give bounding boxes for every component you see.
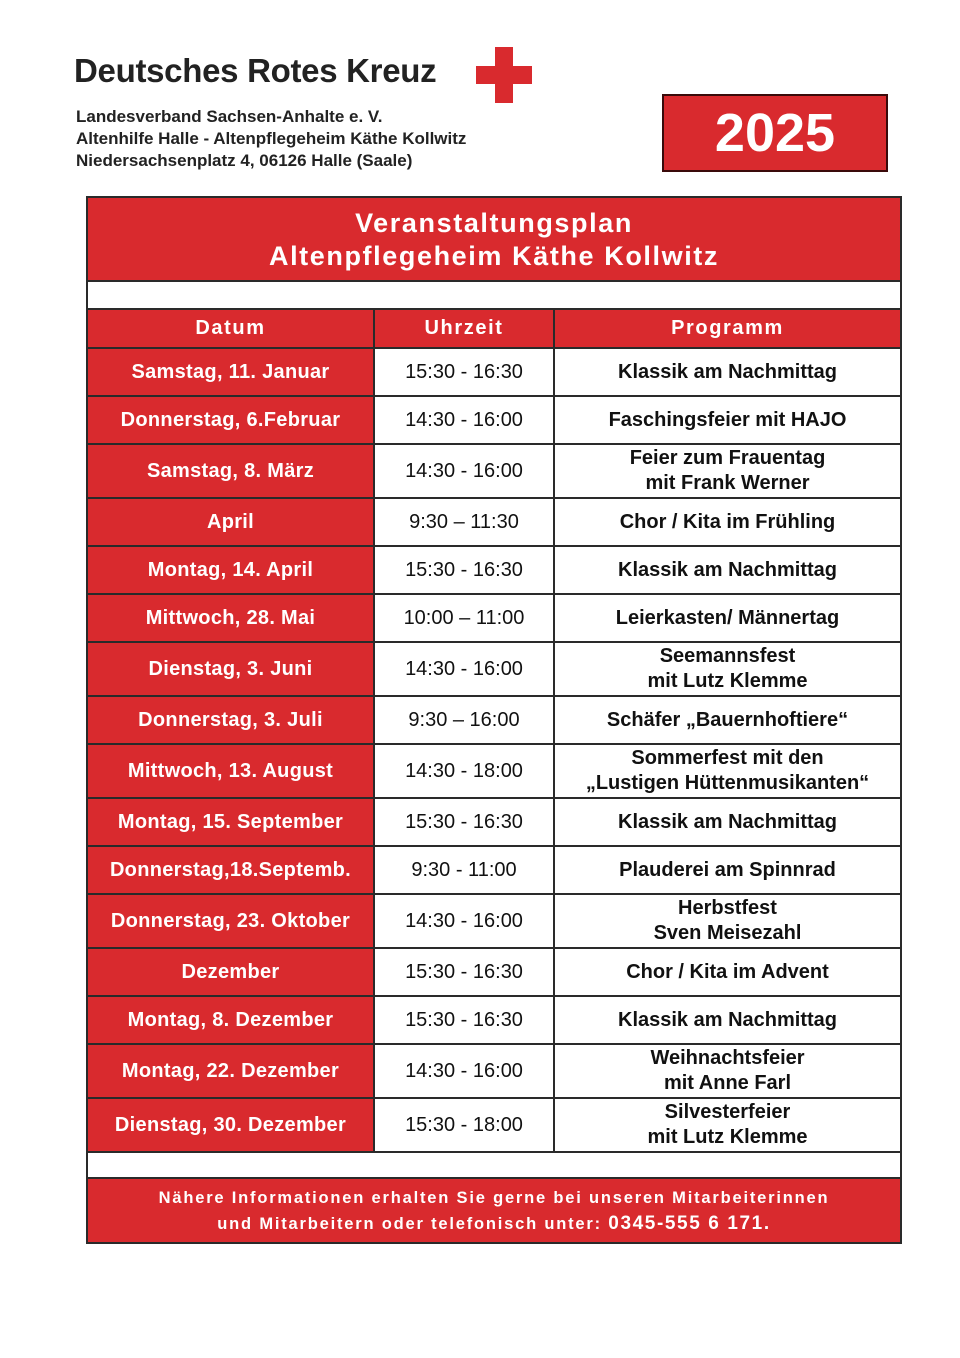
event-date: Dezember	[88, 948, 374, 996]
phone-number: 0345-555 6 171.	[608, 1213, 771, 1234]
footer-text: und Mitarbeitern oder telefonisch unter:	[217, 1215, 602, 1233]
address-block	[76, 106, 466, 172]
program-line: mit Anne Farl	[663, 1072, 792, 1094]
event-date: Montag, 8. Dezember	[88, 996, 374, 1044]
program-line: Feier zum Frauentag	[629, 447, 826, 469]
event-date: Samstag, 8. März	[88, 444, 374, 498]
event-date: Montag, 22. Dezember	[88, 1044, 374, 1098]
event-program	[554, 546, 900, 594]
event-time: 9:30 – 11:30	[374, 498, 554, 546]
program-line: mit Frank Werner	[645, 472, 810, 494]
event-date: Donnerstag, 23. Oktober	[88, 894, 374, 948]
program-line: Leierkasten/ Männertag	[615, 606, 840, 629]
address-line: Altenhilfe Halle - Altenpflegeheim Käthe Kollwitz	[76, 129, 467, 148]
event-date: Dienstag, 3. Juni	[88, 642, 374, 696]
program-line: Faschingsfeier mit HAJO	[608, 408, 847, 431]
column-header-date: Datum	[88, 310, 374, 348]
event-program	[554, 498, 900, 546]
program-line: Herbstfest	[678, 897, 777, 919]
event-program	[554, 696, 900, 744]
event-time: 15:30 - 16:30	[374, 798, 554, 846]
event-program	[554, 1098, 900, 1152]
table-row	[88, 396, 900, 444]
event-date: Mittwoch, 13. August	[88, 744, 374, 798]
table-row	[88, 744, 900, 798]
table-row	[88, 894, 900, 948]
program-line: mit Lutz Klemme	[647, 1126, 808, 1148]
column-header-time: Uhrzeit	[374, 310, 554, 348]
program-line: Silvesterfeier	[664, 1101, 791, 1123]
event-date: Samstag, 11. Januar	[88, 348, 374, 396]
program-line: Plauderei am Spinnrad	[619, 858, 836, 881]
program-line: Schäfer „Bauernhoftiere“	[606, 708, 849, 731]
event-program	[554, 1044, 900, 1098]
program-line: Klassik am Nachmittag	[618, 360, 837, 383]
table-row	[88, 594, 900, 642]
event-time: 15:30 - 16:30	[374, 546, 554, 594]
table-row	[88, 948, 900, 996]
table-row	[88, 498, 900, 546]
event-program	[554, 396, 900, 444]
event-time: 9:30 - 11:00	[374, 846, 554, 894]
schedule-title-line: Altenpflegeheim Käthe Kollwitz	[268, 241, 720, 271]
event-program	[554, 846, 900, 894]
schedule-title	[88, 198, 900, 282]
event-date: Mittwoch, 28. Mai	[88, 594, 374, 642]
event-time: 15:30 - 16:30	[374, 348, 554, 396]
event-program	[554, 894, 900, 948]
event-date: Montag, 15. September	[88, 798, 374, 846]
program-line: Sommerfest mit den	[631, 747, 824, 769]
event-date: Montag, 14. April	[88, 546, 374, 594]
footer-info	[88, 1179, 900, 1242]
address-line: Landesverband Sachsen-Anhalte e. V.	[76, 107, 383, 126]
table-row	[88, 846, 900, 894]
column-header-program: Programm	[554, 310, 900, 348]
event-program	[554, 744, 900, 798]
schedule-table	[88, 310, 900, 1153]
event-program	[554, 948, 900, 996]
program-line: Chor / Kita im Advent	[626, 960, 829, 983]
footer-line: Nähere Informationen erhalten Sie gerne bei unseren Mitarbeiterinnen	[158, 1189, 830, 1207]
table-row	[88, 1044, 900, 1098]
table-row	[88, 696, 900, 744]
program-line: Klassik am Nachmittag	[618, 810, 837, 833]
program-line: „Lustigen Hüttenmusikanten“	[585, 772, 870, 794]
event-date: Donnerstag, 6.Februar	[88, 396, 374, 444]
footer-line	[88, 1211, 900, 1237]
table-row	[88, 996, 900, 1044]
spacer-row	[88, 282, 900, 310]
event-time: 14:30 - 16:00	[374, 642, 554, 696]
program-line: Seemannsfest	[659, 645, 796, 667]
table-row	[88, 642, 900, 696]
program-line: Sven Meisezahl	[653, 922, 802, 944]
program-line: mit Lutz Klemme	[647, 670, 808, 692]
event-program	[554, 996, 900, 1044]
address-line: Niedersachsenplatz 4, 06126 Halle (Saale)	[76, 151, 413, 170]
event-time: 15:30 - 16:30	[374, 996, 554, 1044]
red-cross-icon	[476, 47, 532, 103]
event-date: Donnerstag,18.Septemb.	[88, 846, 374, 894]
event-time: 14:30 - 16:00	[374, 444, 554, 498]
event-program	[554, 798, 900, 846]
table-row	[88, 798, 900, 846]
schedule-title-line: Veranstaltungsplan	[355, 208, 633, 238]
event-time: 14:30 - 16:00	[374, 894, 554, 948]
event-time: 9:30 – 16:00	[374, 696, 554, 744]
table-row	[88, 1098, 900, 1152]
program-line: Weihnachtsfeier	[650, 1047, 805, 1069]
event-time: 14:30 - 16:00	[374, 1044, 554, 1098]
event-program	[554, 642, 900, 696]
table-row	[88, 348, 900, 396]
organization-name: Deutsches Rotes Kreuz	[74, 52, 437, 89]
event-program	[554, 348, 900, 396]
program-line: Klassik am Nachmittag	[618, 558, 837, 581]
spacer-row	[88, 1153, 900, 1179]
table-row	[88, 546, 900, 594]
table-row	[88, 444, 900, 498]
event-schedule	[86, 196, 902, 1244]
event-time: 14:30 - 18:00	[374, 744, 554, 798]
year-badge: 2025	[662, 94, 888, 172]
event-time: 14:30 - 16:00	[374, 396, 554, 444]
event-date: April	[88, 498, 374, 546]
event-time: 15:30 - 18:00	[374, 1098, 554, 1152]
event-date: Dienstag, 30. Dezember	[88, 1098, 374, 1152]
event-program	[554, 444, 900, 498]
program-line: Chor / Kita im Frühling	[619, 510, 836, 533]
table-header-row	[88, 310, 900, 348]
event-time: 15:30 - 16:30	[374, 948, 554, 996]
event-time: 10:00 – 11:00	[374, 594, 554, 642]
event-program	[554, 594, 900, 642]
event-date: Donnerstag, 3. Juli	[88, 696, 374, 744]
program-line: Klassik am Nachmittag	[618, 1008, 837, 1031]
